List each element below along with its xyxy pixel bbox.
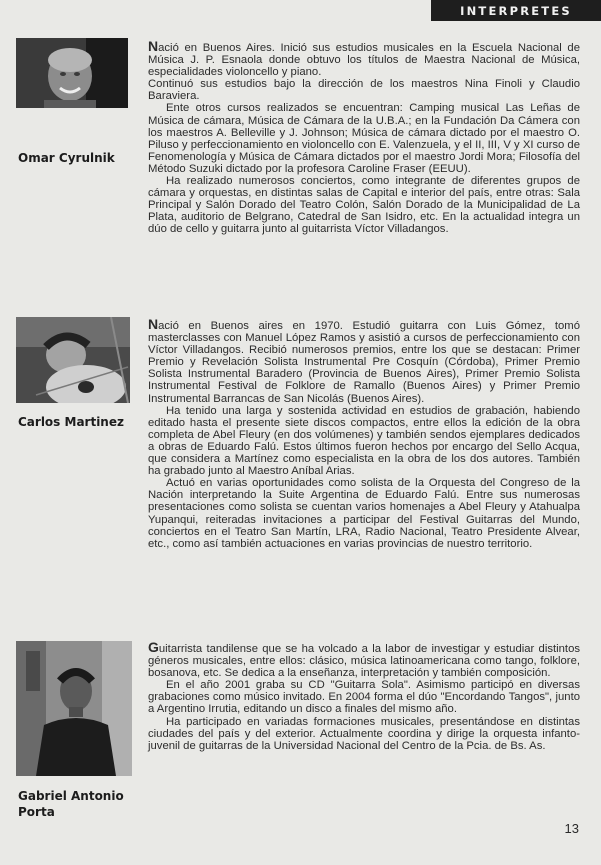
bio-paragraph: Nació en Buenos Aires. Inició sus estudios musicales en la Escuela Nacional de Música J. P. Esnaola donde obtuvo los títulos de Maestra Nacional de Música, especialidades violoncello y piano. xyxy=(148,38,580,79)
bio-paragraph: Nació en Buenos aires en 1970. Estudió guitarra con Luis Gómez, tomó masterclasses con Manuel López Ramos y asistió a cursos de perfeccionamiento con Víctor Villadangos. Recibió numerosos premios, entre los que se destacan: Primer Premio y Revelación Solista Instrumental Pre Cosquín (Córdoba), Primer Premio Solista Instrumental Baradero (Provincia de Buenos Aires), Primer Premio Solista Instrumental Festival de Folklore de Ramallo (Buenos Aires) y Primer Premio Instrumental Barrancas de San Nicolás (Buenos Aires). xyxy=(148,316,580,405)
performer-name: Carlos Martinez xyxy=(18,415,124,429)
bio-paragraph: Continuó sus estudios bajo la dirección de los maestros Nina Finoli y Claudio Baraviera. xyxy=(148,78,580,103)
performer-bio xyxy=(148,641,580,752)
performer-photo-omar-cyrulnik xyxy=(16,38,128,108)
performer-photo-gabriel-antonio-porta xyxy=(16,641,132,776)
bio-paragraph: Actuó en varias oportunidades como solista de la Orquesta del Congreso de la Nación interpretando la Suite Argentina de Eduardo Falú. Entre sus numerosas presentaciones como solista se cuentan varios homenajes a Abel Fleury y Atahualpa Yupanqui, reiteradas invitaciones a participar del Festival Guitarras del Mundo, conciertos en el Teatro San Martín, LRA, Radio Nacional, Teatro Presidente Alvear, etc., como así también actuaciones en varias provincias de nuestro territorio. xyxy=(148,477,580,550)
bio-paragraph: Ha tenido una larga y sostenida actividad en estudios de grabación, habiendo editado hasta el presente siete discos compactos, entre ellos la edición de la obra completa de Abel Fleury (en dos volúmenes) y también sendos ejemplares dedicados a obras de Eduardo Falú. Estos últimos fueron hechos por encargo del Sello Acqua, que considera a Martínez como especialista en la obra de los dos autores. También ha grabado junto al Maestro Aníbal Arias. xyxy=(148,404,580,478)
performer-bio xyxy=(148,318,580,550)
section-header xyxy=(431,0,601,21)
page-number: 13 xyxy=(564,821,579,836)
performer-bio xyxy=(148,40,580,236)
bio-paragraph: Ha participado en variadas formaciones musicales, presentándose en distintas ciudades del país y del exterior. Actualmente coordina y dirige la orquesta infanto-juvenil de guitarras de la Universidad Nacional del Centro de la Pcia. de Bs. As. xyxy=(148,715,580,752)
bio-paragraph: Guitarrista tandilense que se ha volcado a la labor de investigar y estudiar distintos géneros musicales, entre ellos: clásico, música latinoamericana como tango, folklore, bosanova, etc. Se dedica a la enseñanza, interpretación y también composición. xyxy=(148,639,580,680)
section-label: INTERPRETES xyxy=(460,3,572,18)
bio-paragraph: En el año 2001 graba su CD "Guitarra Sola". Asimismo participó en diversas grabaciones como músico invitado. En 2004 forma el dúo "Encordando Tangos", junto a Argentino Irrutia, editando un disco a finales del mismo año. xyxy=(148,679,580,716)
performer-name: Gabriel Antonio Porta xyxy=(18,789,124,819)
bio-paragraph: Ha realizado numerosos conciertos, como integrante de diferentes grupos de cámara y orquestas, en distintas salas de Capital e interior del país, entre otras: Sala Principal y Salón Dorado del Teatro Colón, Salón Dorado de la Municipalidad de La Plata, auditorio de Belgrano, Catedral de San Isidro, etc. En la actualidad integra un dúo de cello y guitarra junto al guitarrista Víctor Villadangos. xyxy=(148,175,580,236)
performer-photo-carlos-martinez xyxy=(16,317,130,403)
bio-paragraph: Ente otros cursos realizados se encuentran: Camping musical Las Leñas de Música de cámara, Música de Cámara de la U.B.A.; en la Fundación Da Cámera con los maestros A. Belleville y J. Johnson; Música de cámara dictado por el maestro O. Piluso y perfeccionamiento en violoncello con E. Valenzuela, y el II, III, V y XI curso de Fenomenología y Música de Cámara dictados por el maestro Jordi Mora; Filosofía del Método Suzuki dictado por la profesora Caroline Fraser (EEUU). xyxy=(148,102,580,175)
performer-name: Omar Cyrulnik xyxy=(18,151,115,165)
